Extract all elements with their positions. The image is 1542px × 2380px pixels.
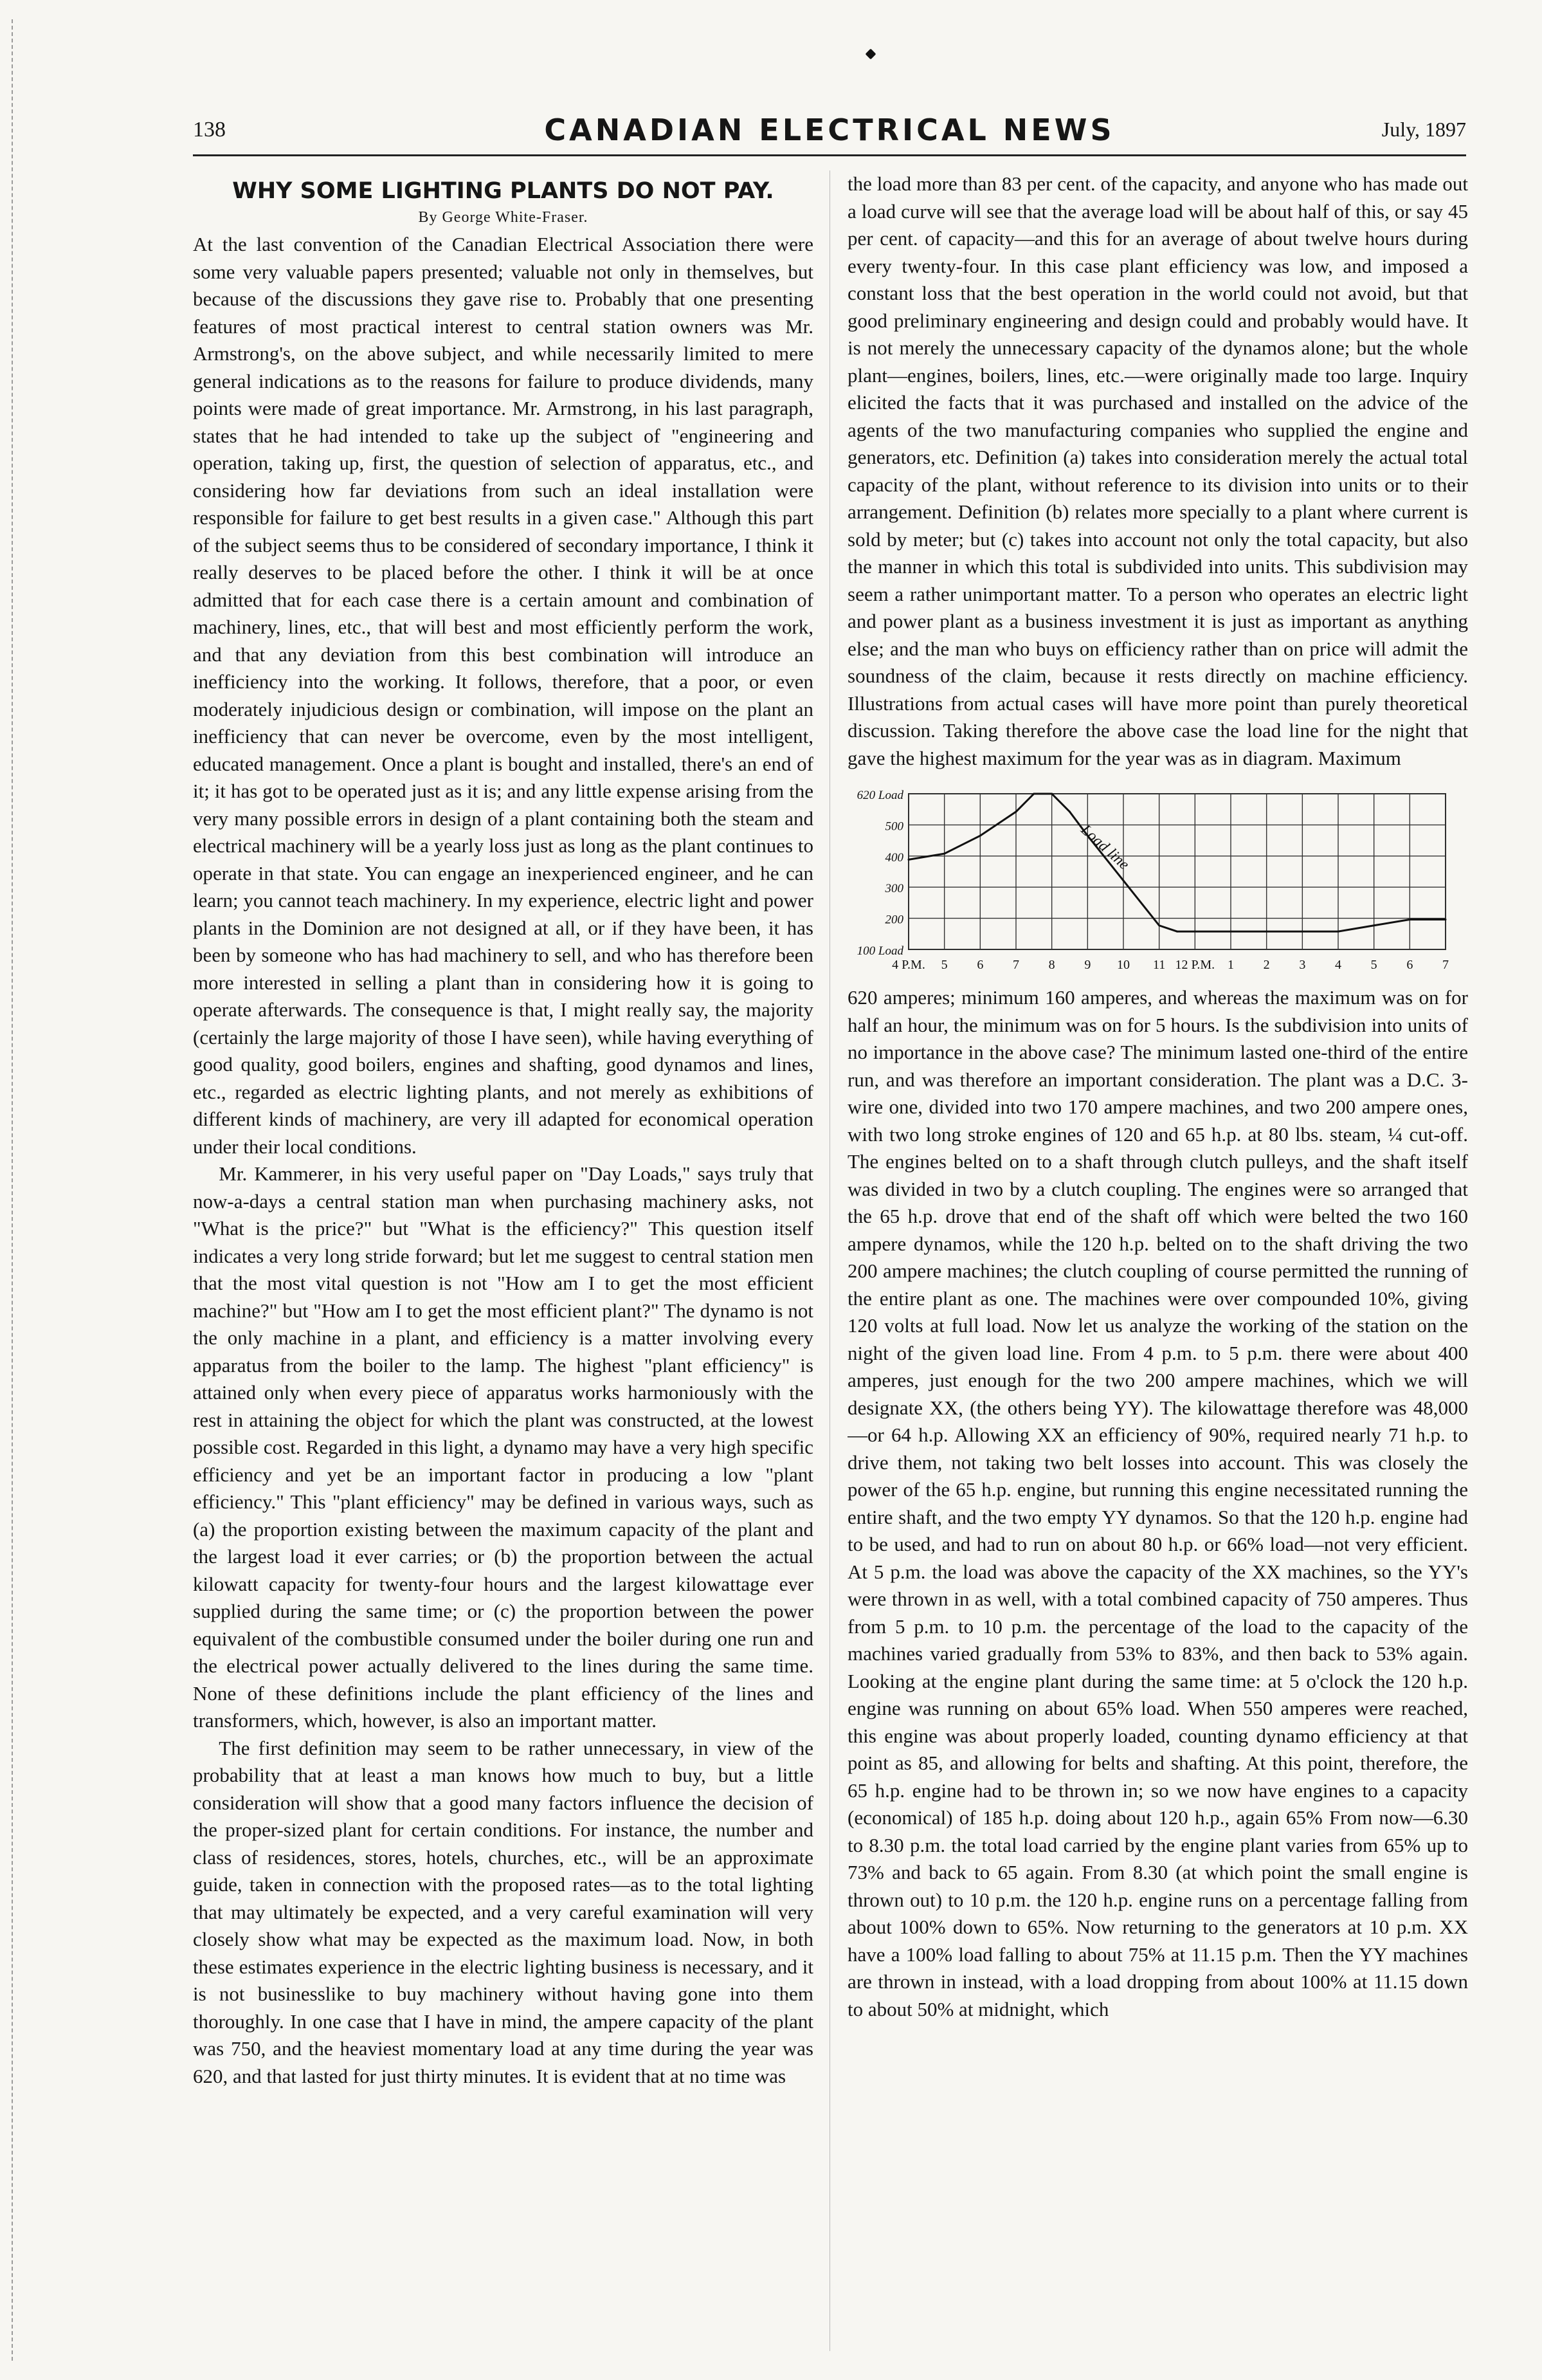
chart-x-tick-label: 8 (1048, 958, 1055, 972)
right-column (848, 170, 1468, 2351)
load-line-diagram (848, 776, 1468, 982)
page-number: 138 (193, 118, 226, 142)
journal-title: CANADIAN ELECTRICAL NEWS (544, 113, 1115, 147)
chart-data-point (908, 859, 910, 861)
chart-x-tick-label: 6 (977, 958, 984, 972)
chart-data-point (1265, 931, 1267, 933)
top-ornament-mark (866, 49, 876, 60)
chart-annotation-load-line: Load line (1077, 821, 1132, 874)
paragraph-continued: the load more than 83 per cent. of the capacity, and anyone who has made out a load curve will see that the average load will be about half of this, or say 45 per cent. of capacity—and this for an average of about twelve hours during every twenty-four. In this case plant efficiency was low, and imposed a constant loss that the best operation in the world could not avoid, but that good preliminary engineering and design could and probably would have. It is not merely the unnecessary capacity of the dynamos alone; but the whole plant—engines, boilers, lines, etc.—were originally made too large. Inquiry elicited the facts that it was purchased and installed on the advice of the agents of the two manufacturing companies who supplied the engine and generators, etc. Definition (a) takes into consideration merely the actual total capacity of the plant, without reference to its division into units or to their arrangement. Definition (b) relates more specially to a plant where current is sold by meter; but (c) takes into account not only the total capacity, but also the manner in which this total is subdivided into units. This subdivision may seem a rather unimportant matter. To a person who operates an electric light and power plant as a business investment it is just as important as anything else; and the man who buys on efficiency rather than on price will admit the soundness of the claim, because it rests directly on machine efficiency. Illustrations from actual cases will have more point than purely theoretical discussion. Taking therefore the above case the load line for the night that gave the highest maximum for the year was as in diagram. Maximum (848, 172, 1468, 769)
header-rule (193, 154, 1466, 156)
chart-x-tick-label: 12 P.M. (1175, 958, 1215, 972)
chart-y-tick-label: 300 (885, 882, 903, 896)
chart-y-tick-label: 100 Load (857, 944, 903, 958)
chart-data-point (1051, 793, 1053, 795)
chart-data-point (1338, 931, 1339, 933)
chart-x-tick-label: 1 (1228, 958, 1234, 972)
chart-x-tick-label: 6 (1406, 958, 1413, 972)
paragraph-intro: At the last convention of the Canadian Electrical Association there were some very valuable papers presented; valuable not only in themselves, but because of the discussions they gave rise to. Probably that one presenting features of most practical interest to central station owners was Mr. Armstrong's, on the above subject, and while necessarily limited to mere general indications as to the reasons for failure to produce dividends, many points were made of great importance. Mr. Armstrong, in his last paragraph, states that he had intended to take up the subject of "engineering and operation, taking up, first, the question of selection of apparatus, etc., and considering how far deviations from such an ideal installation were responsible for failure to get best results in a given case." Although this part of the subject seems thus to be considered of secondary importance, I think it really deserves to be placed before the other. I think it will be at once admitted that for each case there is a certain amount and combination of machinery, lines, etc., that will best and most efficiently perform the work, and that any deviation from this best combination will introduce an inefficiency into the working. It follows, therefore, that a poor, or even moderately injudicious design or combination, will impose on the plant an inefficiency that can never be overcome, even by the most intelligent, educated management. Once a plant is bought and installed, there's an end of it; it has got to be operated just as it is; and any little expense arising from the very many possible errors in design of a plant containing both the steam and electrical machinery will be a yearly loss just as long as the plant continues to operate in that state. You can engage an inexperienced engineer, and he can learn; you cannot teach machinery. In my experience, electric light and power plants in the Dominion are not designed at all, or if they have been, it has been by someone who has had machinery to sell, and who has therefore been more interested in selling a plant than in considering how it is going to operate afterwards. The consequence is that, I might really say, the majority (certainly the large majority of those I have seen), while having everything of good quality, good boilers, engines and shafting, good dynamos and lines, etc., regarded as electric lighting plants, and not merely as exhibitions of different kinds of machinery, are very ill adapted for economical operation under their local conditions. (193, 233, 813, 1158)
chart-data-point (1194, 931, 1196, 933)
chart-x-tick-label: 10 (1117, 958, 1130, 972)
paragraph-kammerer: Mr. Kammerer, in his very useful paper on "Day Loads," says truly that now-a-days a central station man when purchasing machinery asks, not "What is the price?" but "What is the efficiency?" This question itself indicates a very long stride forward; but let me suggest to central station men that the most vital question is not "How am I to get the most efficient machine?" but "How am I to get the most efficient plant?" The dynamo is not the only machine in a plant, and efficiency is a matter involving every apparatus from the boiler to the lamp. The highest "plant efficiency" is attained only when every piece of apparatus works harmoniously with the rest in attaining the object for which the plant was constructed, at the lowest possible cost. Regarded in this light, a dynamo may have a very high specific efficiency and yet be an important factor in producing a low "plant efficiency." This "plant efficiency" may be defined in various ways, such as (a) the proportion existing between the maximum capacity of the plant and the largest load it ever carries; or (b) the proportion between the actual kilowatt capacity for twenty-four hours and the largest kilowattage ever supplied during the same time; or (c) the proportion between the power equivalent of the combustible consumed under the boiler during one run and the electrical power actually delivered to the lines during the same time. None of these definitions include the plant efficiency of the lines and transformers, which, however, is also an important matter. (193, 1162, 813, 1732)
chart-data-point (943, 853, 945, 855)
chart-data-point (1069, 810, 1071, 812)
chart-x-tick-label: 4 (1335, 958, 1341, 972)
chart-x-tick-label: 9 (1084, 958, 1091, 972)
chart-load-line (909, 794, 1446, 931)
chart-x-tick-label: 4 P.M. (892, 958, 925, 972)
chart-x-tick-label: 7 (1013, 958, 1019, 972)
chart-x-tick-label: 5 (1370, 958, 1377, 972)
chart-data-point (1445, 919, 1447, 920)
chart-y-tick-label: 500 (885, 819, 903, 834)
chart-data-point (1373, 924, 1375, 926)
scan-margin-line (12, 19, 13, 2361)
article-title: WHY SOME LIGHTING PLANTS DO NOT PAY. (232, 178, 774, 204)
chart-x-tick-label: 2 (1263, 958, 1270, 972)
chart-data-point (1015, 810, 1017, 812)
chart-data-point (1158, 924, 1160, 926)
chart-data-point (1302, 931, 1303, 933)
chart-data-point (1123, 879, 1125, 881)
chart-y-tick-label: 620 Load (857, 789, 903, 802)
paragraph-analysis: 620 amperes; minimum 160 amperes, and whereas the maximum was on for half an hour, the minimum was on for 5 hours. Is the subdivision into units of no importance in the above case? The minimum lasted one-third of the entire run, and was therefore an important consideration. The plant was a D.C. 3-wire one, divided into two 170 ampere machines, and two 200 ampere ones, with two long stroke engines of 120 and 65 h.p. at 80 lbs. steam, ¼ cut-off. The engines belted on to a shaft through clutch pulleys, and the shaft itself was divided in two by a clutch coupling. The engines were so arranged that the 65 h.p. drove that end of the shaft off which were belted the two 160 ampere dynamos, while the 120 h.p. belted on to the shaft driving the two 200 ampere machines; the clutch coupling of course permitted the running of the entire plant as one. The machines were over compounded 10%, giving 120 volts at full load. Now let us analyze the working of the station on the night of the given load line. From 4 p.m. to 5 p.m. there were about 400 amperes, just enough for the two 200 ampere machines, which we will designate XX, (the others being YY). The kilowattage therefore was 48,000—or 64 h.p. Allowing XX an efficiency of 90%, required nearly 71 h.p. to drive them, not taking two belt losses into account. This was closely the power of the 65 h.p. engine, but running this engine necessitated running the entire shaft, and the two empty YY dynamos. So that the 120 h.p. engine had to be used, and had to run on about 80 h.p. or 66% load—not very efficient. At 5 p.m. the load was above the capacity of the XX machines, so the YY's were thrown in as well, with a total combined capacity of 750 amperes. Thus from 5 p.m. to 10 p.m. the percentage of the load to the capacity of the machines varied gradually from 53% to 83%, and then back to 53% again. Looking at the engine plant during the same time: at 5 o'clock the 120 h.p. engine was running on about 65% load. When 550 amperes were reached, this engine was about properly loaded, counting dynamo efficiency at that point as 85, and allowing for belts and shafting. At this point, therefore, the 65 h.p. engine had to be thrown in; so we now have engines to a capacity (economical) of 185 h.p. doing about 120 h.p., again 65% From now—6.30 to 8.30 p.m. the total load carried by the engine plant varies from 65% up to 73% and back to 65 again. From 8.30 (at which point the small engine is thrown out) to 10 p.m. the 120 h.p. engine runs on a percentage falling from about 100% down to 65%. Now returning to the generators at 10 p.m. XX have a 100% load falling to about 75% at 11.15 p.m. Then the YY machines are thrown in instead, with a load dropping from about 100% at 11.15 down to about 50% at midnight, which (848, 986, 1468, 2020)
chart-x-tick-label: 7 (1442, 958, 1449, 972)
chart-y-tick-label: 400 (885, 850, 903, 865)
article-byline: By George White-Fraser. (418, 209, 588, 226)
chart-data-point (1033, 793, 1035, 795)
chart-data-point (1176, 931, 1178, 933)
left-column (193, 170, 813, 2351)
chart-x-tick-label: 11 (1153, 958, 1166, 972)
chart-x-tick-label: 3 (1299, 958, 1306, 972)
chart-x-tick-label: 5 (941, 958, 948, 972)
running-head (193, 113, 1466, 151)
paragraph-first-definition: The first definition may seem to be rather unnecessary, in view of the probability that at least a man knows how much to buy, but a little consideration will show that a good many factors influence the decision of the proper-sized plant for certain conditions. For instance, the number and class of residences, stores, hotels, churches, etc., will be an approximate guide, taken in connection with the proposed rates—as to the total lighting that may ultimately be expected, and a very careful examination will very closely show what may be expected as the maximum load. Now, in both these estimates experience in the electric lighting business is necessary, and it is not businesslike to buy machinery without having gone into them thoroughly. In one case that I have in mind, the ampere capacity of the plant was 750, and the heaviest momentary load at any time during the year was 620, and that lasted for just thirty minutes. It is evident that at no time was (193, 1736, 813, 2087)
chart-data-point (979, 835, 981, 837)
load-line-chart (848, 776, 1468, 982)
issue-date: July, 1897 (1381, 118, 1466, 141)
chart-y-tick-label: 200 (885, 913, 903, 927)
chart-data-point (1409, 919, 1411, 920)
chart-data-point (1230, 931, 1232, 933)
